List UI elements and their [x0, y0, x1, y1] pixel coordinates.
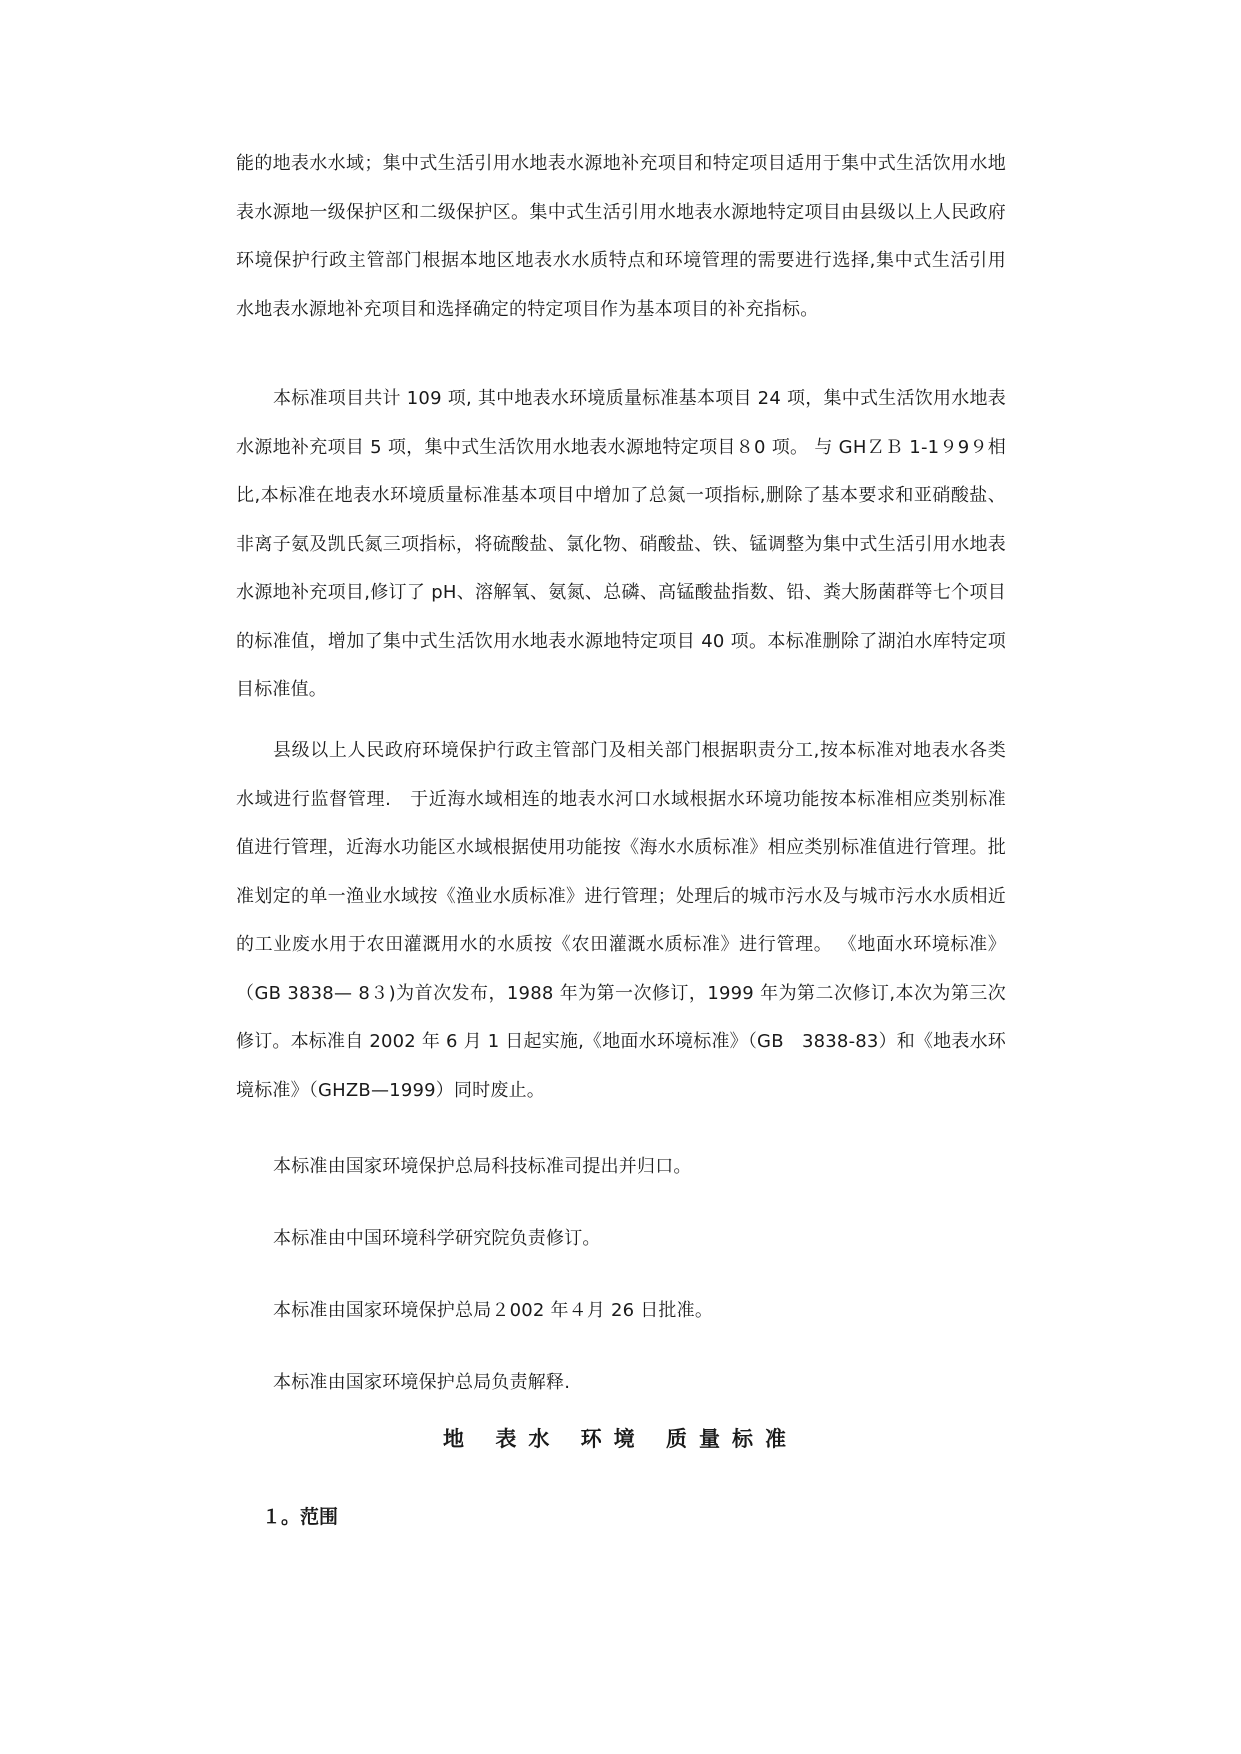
- statement-proposer: 本标准由国家环境保护总局科技标准司提出并归口。: [273, 1156, 692, 1177]
- statement-interpretation: 本标准由国家环境保护总局负责解释.: [273, 1372, 571, 1393]
- document-title: 地 表水 环境 质量标准: [443, 1427, 798, 1451]
- paragraph-scope-continuation: 能的地表水水域；集中式生活引用水地表水源地补充项目和特定项目适用于集中式生活饮用水地表水源地一级保护区和二级保护区。集中式生活引用水地表水源地特定项目由县级以上人民政府环境保护行政主管部门根据本地区地表水水质特点和环境管理的需要进行选择,集中式生活引用水地表水源地补充项目和选择确定的特定项目作为基本项目的补充指标。: [236, 153, 1006, 320]
- paragraph-item-count: 本标准项目共计 109 项, 其中地表水环境质量标准基本项目 24 项，集中式生活饮用水地表水源地补充项目 5 项，集中式生活饮用水地表水源地特定项目８0 项。 与 GHＺＢ 1-1９9９相比,本标准在地表水环境质量标准基本项目中增加了总氮一项指标,删除了基本要求和亚硝酸盐、非离子氨及凯氏氮三项指标，将硫酸盐、氯化物、硝酸盐、铁、锰调整为集中式生活引用水地表水源地补充项目,修订了 pH、溶解氧、氨氮、总磷、高锰酸盐指数、铅、粪大肠菌群等七个项目的标准值，增加了集中式生活饮用水地表水源地特定项目 40 项。本标准删除了湖泊水库特定项目标准值。: [236, 388, 1006, 700]
- statement-approval-date: 本标准由国家环境保护总局２002 年４月 26 日批准。: [273, 1300, 714, 1321]
- paragraph-supervision: 县级以上人民政府环境保护行政主管部门及相关部门根据职责分工,按本标准对地表水各类水域进行监督管理. 于近海水域相连的地表水河口水域根据水环境功能按本标准相应类别标准值进行管理，近海水功能区水域根据使用功能按《海水水质标准》相应类别标准值进行管理。批准划定的单一渔业水域按《渔业水质标准》进行管理；处理后的城市污水及与城市污水水质相近的工业废水用于农田灌溉用水的水质按《农田灌溉水质标准》进行管理。 《地面水环境标准》（GB 3838— 8３)为首次发布，1988 年为第一次修订，1999 年为第二次修订,本次为第三次修订。本标准自 2002 年 6 月 1 日起实施,《地面水环境标准》（GB 3838-83）和《地表水环境标准》（GHZB—1999）同时废止。: [236, 740, 1006, 1101]
- section-heading-scope: １。范围: [262, 1506, 339, 1528]
- statement-revision-body: 本标准由中国环境科学研究院负责修订。: [273, 1228, 601, 1249]
